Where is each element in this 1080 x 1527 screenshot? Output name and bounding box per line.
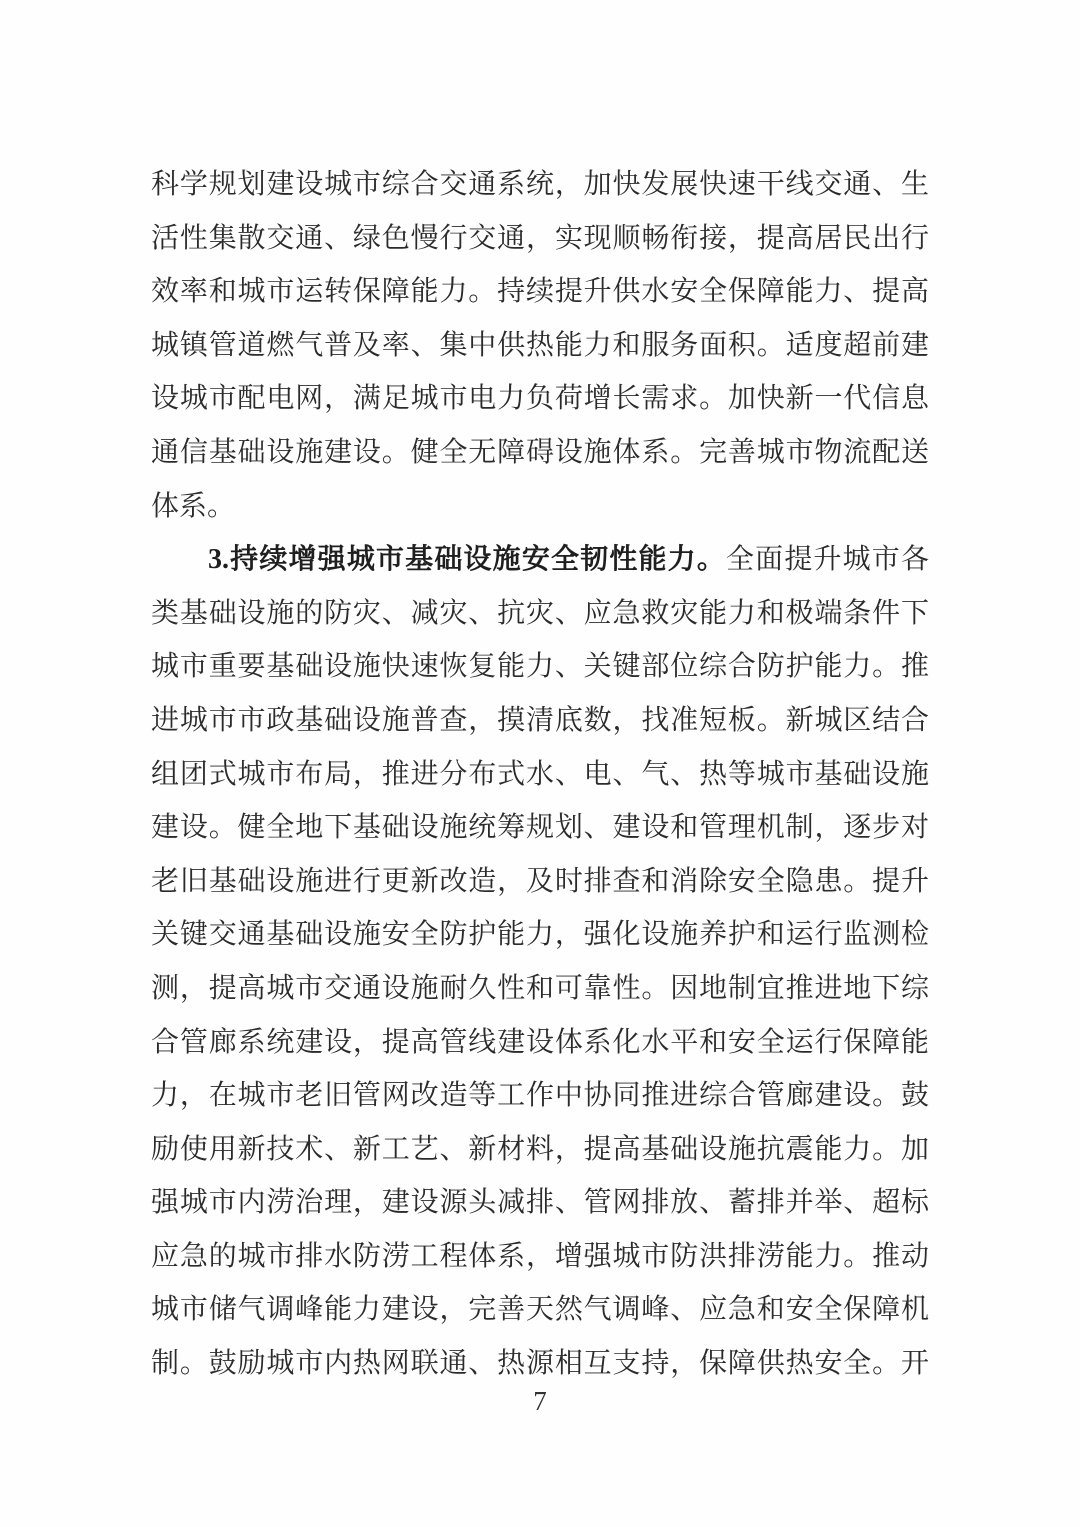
text-line: 制。鼓励城市内热网联通、热源相互支持，保障供热安全。开	[151, 1348, 929, 1380]
section-heading: 3.持续增强城市基础设施安全韧性能力。	[208, 544, 726, 576]
text-line: 类基础设施的防灾、减灾、抗灾、应急救灾能力和极端条件下	[151, 597, 929, 629]
text-line: 合管廊系统建设，提高管线建设体系化水平和安全运行保障能	[151, 1026, 929, 1058]
text-line: 3.持续增强城市基础设施安全韧性能力。全面提升城市各	[208, 544, 929, 576]
text-line: 强城市内涝治理，建设源头减排、管网排放、蓄排并举、超标	[151, 1187, 929, 1219]
text-line: 建设。健全地下基础设施统筹规划、建设和管理机制，逐步对	[151, 812, 929, 844]
text-line: 体系。	[151, 490, 236, 522]
text-line: 力，在城市老旧管网改造等工作中协同推进综合管廊建设。鼓	[151, 1080, 929, 1112]
text-line: 效率和城市运转保障能力。持续提升供水安全保障能力、提高	[151, 276, 929, 308]
text-line: 通信基础设施建设。健全无障碍设施体系。完善城市物流配送	[151, 436, 929, 468]
body-text	[151, 158, 929, 1391]
text-line: 组团式城市布局，推进分布式水、电、气、热等城市基础设施	[151, 758, 929, 790]
text-line: 老旧基础设施进行更新改造，及时排查和消除安全隐患。提升	[151, 865, 929, 897]
text-line: 设城市配电网，满足城市电力负荷增长需求。加快新一代信息	[151, 383, 929, 415]
text-line: 城市储气调峰能力建设，完善天然气调峰、应急和安全保障机	[151, 1294, 929, 1326]
text-line: 科学规划建设城市综合交通系统，加快发展快速干线交通、生	[151, 169, 929, 200]
text-line: 城镇管道燃气普及率、集中供热能力和服务面积。适度超前建	[151, 329, 929, 361]
page-footer	[0, 1384, 1080, 1418]
text-line: 励使用新技术、新工艺、新材料，提高基础设施抗震能力。加	[151, 1133, 929, 1165]
text-line: 进城市市政基础设施普查，摸清底数，找准短板。新城区结合	[151, 704, 929, 736]
text-line: 测，提高城市交通设施耐久性和可靠性。因地制宜推进地下综	[151, 972, 929, 1004]
text-line: 城市重要基础设施快速恢复能力、关键部位综合防护能力。推	[151, 651, 929, 683]
page-number: 7	[533, 1386, 547, 1416]
text-line: 活性集散交通、绿色慢行交通，实现顺畅衔接，提高居民出行	[151, 222, 929, 254]
text-line: 应急的城市排水防涝工程体系，增强城市防洪排涝能力。推动	[151, 1240, 929, 1272]
text-line: 关键交通基础设施安全防护能力，强化设施养护和运行监测检	[151, 919, 929, 951]
